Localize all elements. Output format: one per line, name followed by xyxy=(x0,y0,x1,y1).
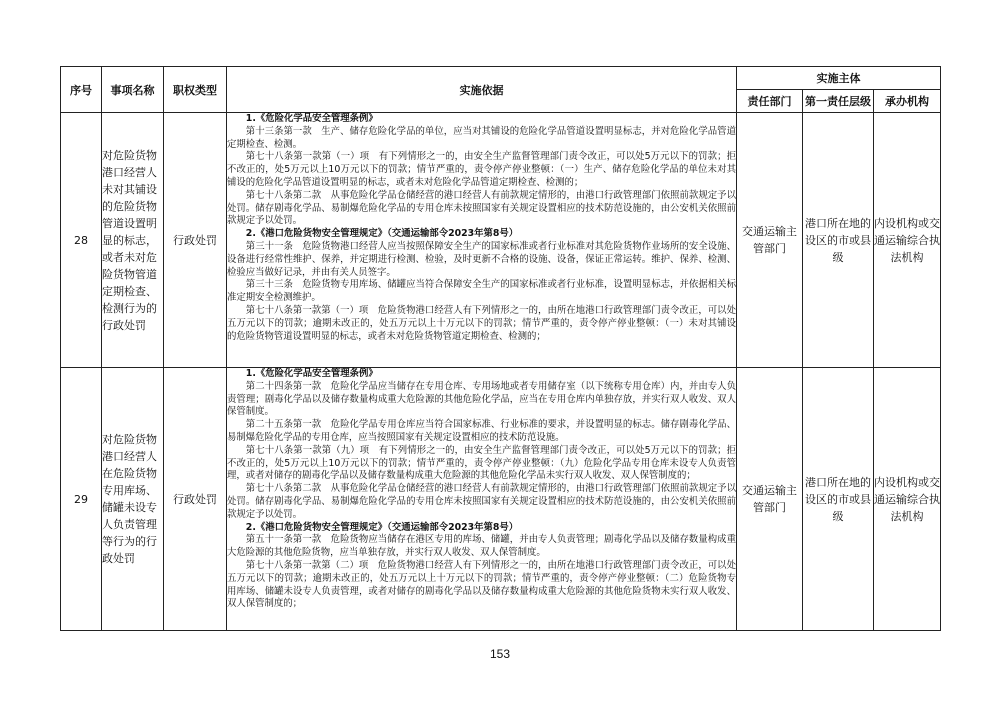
basis-paragraph: 第三十三条 危险货物专用库场、储罐应当符合保障安全生产的国家标准或者行业标准，设置明显标志，并依据相关标准定期安全检测维护。 xyxy=(227,279,736,304)
cell-item-name: 对危险货物港口经营人在危险货物专用库场、储罐未设专人负责管理等行为的行政处罚 xyxy=(102,368,164,631)
basis-paragraph: 第七十八条第一款第（二）项 危险货物港口经营人有下列情形之一的，由所在地港口行政管理部门责令改正，可以处五万元以下的罚款；逾期未改正的，处五万元以上十万元以下的罚款；情节严重的，责令停产停业整顿：（二）危险货物专用库场、储罐未设专人负责管理，或者对储存的剧毒化学品以及储存数量构成重大危险源的其他危险货物未实行双人收发、双人保管制度的； xyxy=(227,559,736,610)
cell-level: 港口所在地的设区的市或县级 xyxy=(803,113,874,368)
basis-paragraph: 第二十五条第一款 危险化学品专用仓库应当符合国家标准、行业标准的要求，并设置明显的标志。储存剧毒化学品、易制爆危险化学品的专用仓库，应当按照国家有关规定设置相应的技术防范设施。 xyxy=(227,419,736,443)
basis-paragraph: 第七十八条第一款第（一）项 有下列情形之一的，由安全生产监督管理部门责令改正，可以处5万元以下的罚款；拒不改正的，处5万元以上10万元以下的罚款；情节严重的，责令停产停业整顿：（一）生产、储存危险化学品的单位未对其铺设的危险化学品管道设置明显的标志，或者未对危险化学品管道定期检查、检测的； xyxy=(227,151,736,188)
basis-law-title: 1.《危险化学品安全管理条例》 xyxy=(245,113,378,124)
basis-law-title: 1.《危险化学品安全管理条例》 xyxy=(245,368,378,379)
header-org: 承办机构 xyxy=(874,90,941,113)
cell-power-type: 行政处罚 xyxy=(164,113,227,368)
basis-paragraph: 第二十四条第一款 危险化学品应当储存在专用仓库、专用场地或者专用储存室（以下统称专用仓库）内，并由专人负责管理；剧毒化学品以及储存数量构成重大危险源的其他危险化学品，应当在专用仓库内单独存放，并实行双人收发、双人保管制度。 xyxy=(227,380,736,418)
cell-seq: 29 xyxy=(61,368,102,631)
basis-paragraph: 第七十八条第一款第（九）项 有下列情形之一的，由安全生产监督管理部门责令改正，可以处5万元以下的罚款；拒不改正的，处5万元以上10万元以下的罚款；情节严重的，责令停产停业整顿：（九）危险化学品专用仓库未设专人负责管理，或者对储存的剧毒化学品以及储存数量构成重大危险源的其他危险化学品未实行双人收发、双人保管制度的； xyxy=(227,444,736,482)
basis-paragraph: 第七十八条第一款第（一）项 危险货物港口经营人有下列情形之一的，由所在地港口行政管理部门责令改正，可以处五万元以下的罚款；逾期未改正的，处五万元以上十万元以下的罚款；情节严重的，责令停产停业整顿：（一）未对其铺设的危险货物管道设置明显的标志，或者未对危险货物管道定期检查、检测的； xyxy=(227,304,736,342)
cell-basis xyxy=(227,113,737,368)
basis-law-title: 2.《港口危险货物安全管理规定》（交通运输部令2023年第8号） xyxy=(245,228,519,240)
basis-paragraph: 第七十八条第二款 从事危险化学品仓储经营的港口经营人有前款规定情形的，由港口行政管理部门依照前款规定予以处罚。储存剧毒化学品、易制爆危险化学品的专用仓库未按照国家有关规定设置相应的技术防范设施的，由公安机关依照前款规定予以处罚。 xyxy=(227,483,736,520)
basis-paragraph: 第三十一条 危险货物港口经营人应当按照保障安全生产的国家标准或者行业标准对其危险货物作业场所的安全设施、设备进行经常性维护、保养，并定期进行检测、检验，及时更新不合格的设施、设备，保证正常运转。维护、保养、检测、检验应当做好记录，并由有关人员签字。 xyxy=(227,240,736,278)
header-item-name: 事项名称 xyxy=(102,67,164,113)
cell-basis xyxy=(227,368,737,631)
page-number: 153 xyxy=(489,647,511,661)
table-row xyxy=(61,368,941,631)
cell-org: 内设机构或交通运输综合执法机构 xyxy=(874,368,941,631)
header-subject: 实施主体 xyxy=(737,67,941,90)
basis-paragraph: 第五十一条第一款 危险货物应当储存在港区专用的库场、储罐，并由专人负责管理；剧毒化学品以及储存数量构成重大危险源的其他危险货物，应当单独存放，并实行双人收发、双人保管制度。 xyxy=(227,534,736,559)
cell-seq: 28 xyxy=(61,113,102,368)
cell-power-type: 行政处罚 xyxy=(164,368,227,631)
enforcement-table xyxy=(60,66,941,631)
header-dept: 责任部门 xyxy=(737,90,803,113)
table-row xyxy=(61,113,941,368)
header-basis: 实施依据 xyxy=(227,67,737,113)
header-level: 第一责任层级 xyxy=(803,90,874,113)
basis-paragraph: 第七十八条第二款 从事危险化学品仓储经营的港口经营人有前款规定情形的，由港口行政管理部门依照前款规定予以处罚。储存剧毒化学品、易制爆危险化学品的专用仓库未按照国家有关规定设置相应的技术防范设施的，由公安机关依照前款规定予以处罚。 xyxy=(227,189,736,227)
header-seq: 序号 xyxy=(61,67,102,113)
cell-org: 内设机构或交通运输综合执法机构 xyxy=(874,113,941,368)
cell-dept: 交通运输主管部门 xyxy=(737,368,803,631)
header-power-type: 职权类型 xyxy=(164,67,227,113)
basis-paragraph: 第十三条第一款 生产、储存危险化学品的单位，应当对其铺设的危险化学品管道设置明显标志，并对危险化学品管道定期检查、检测。 xyxy=(227,125,736,150)
cell-dept: 交通运输主管部门 xyxy=(737,113,803,368)
cell-item-name: 对危险货物港口经营人未对其铺设的危险货物管道设置明显的标志，或者未对危险货物管道定期检查、检测行为的行政处罚 xyxy=(102,113,164,368)
basis-law-title: 2.《港口危险货物安全管理规定》（交通运输部令2023年第8号） xyxy=(245,521,519,533)
cell-level: 港口所在地的设区的市或县级 xyxy=(803,368,874,631)
